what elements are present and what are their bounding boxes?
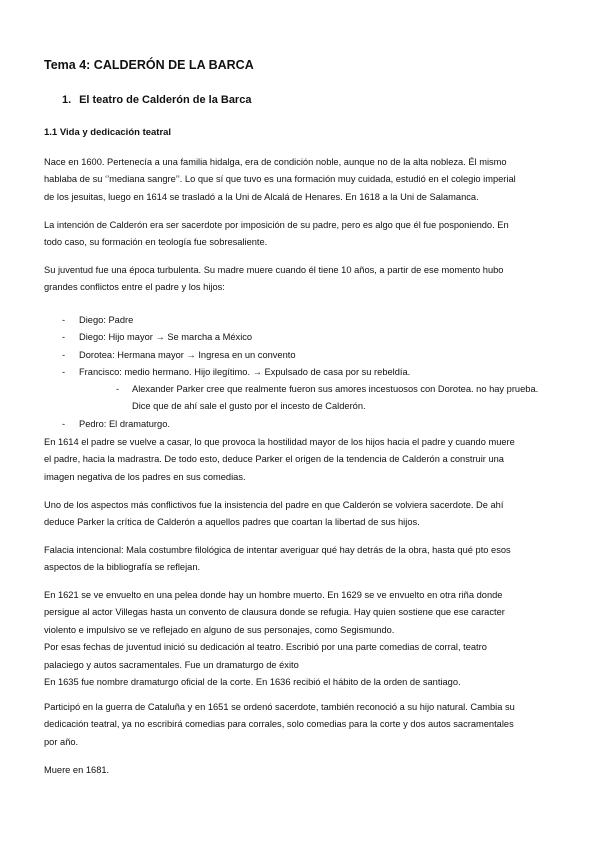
text-line: Su juventud fue una época turbulenta. Su madre muere cuando él tiene 10 años, a partir de ese momento hubo bbox=[44, 265, 504, 275]
section-label: El teatro de Calderón de la Barca bbox=[79, 94, 252, 106]
text-line: Falacia intencional: Mala costumbre filológica de intentar averiguar qué hay detrás de la obra, hasta qué pto esos bbox=[44, 545, 511, 555]
text-line: En 1635 fue nombre dramaturgo oficial de la corte. En 1636 recibió el hábito de la orden de santiago. bbox=[44, 677, 461, 688]
paragraph-birth bbox=[44, 154, 564, 206]
text-line: Muere en 1681. bbox=[44, 765, 110, 775]
paragraph-priesthood bbox=[44, 217, 564, 252]
text-line: por año. bbox=[44, 736, 79, 747]
paragraph-career bbox=[44, 587, 564, 691]
text-line: hablaba de su ‘’mediana sangre’’. Lo que sí que tuvo es una formación muy cuidada, estudió en el colegio imperial bbox=[44, 174, 516, 185]
list-item-text: Dice que de ahí sale el gusto por el incesto de Calderón. bbox=[132, 401, 366, 412]
text-line: Por esas fechas de juventud inició su dedicación al teatro. Escribió por una parte comedias de corral, teatro bbox=[44, 642, 487, 653]
text-line: Uno de los aspectos más conflictivos fue la insistencia del padre en que Calderón se volviera sacerdote. De ahí bbox=[44, 500, 504, 510]
paragraph-death bbox=[44, 762, 564, 779]
list-item-text: Dorotea: Hermana mayor → Ingresa en un convento bbox=[79, 349, 296, 360]
text-line: Nace en 1600. Pertenecía a una familia hidalga, era de condición noble, aunque no de la alta nobleza. Él mismo bbox=[44, 157, 507, 167]
text-line: persigue al actor Villegas hasta un convento de clausura donde se refugia. Hay quien sostiene que ese caracter bbox=[44, 607, 505, 618]
text-line: En 1614 el padre se vuelve a casar, lo que provoca la hostilidad mayor de los hijos hacia el padre y cuando muere bbox=[44, 437, 515, 447]
section-number: 1. bbox=[62, 94, 72, 106]
text-line: todo caso, su formación en teología fue sobresaliente. bbox=[44, 237, 268, 248]
paragraph-fallacy bbox=[44, 542, 564, 577]
list-bullet: - bbox=[62, 349, 66, 360]
list-item-text: Alexander Parker cree que realmente fueron sus amores incestuosos con Dorotea. no hay prueba. bbox=[132, 384, 539, 395]
list-bullet: - bbox=[62, 366, 66, 377]
text-line: dedicación teatral, ya no escribirá comedias para corrales, solo comedias para la corte y dos autos sacramentales bbox=[44, 719, 514, 730]
paragraph-later-life bbox=[44, 699, 564, 751]
document-title: Tema 4: CALDERÓN DE LA BARCA bbox=[44, 58, 254, 72]
text-line: En 1621 se ve envuelto en una pelea donde hay un hombre muerto. En 1629 se ve envuelto en otra riña donde bbox=[44, 590, 503, 600]
list-bullet: - bbox=[116, 384, 120, 395]
text-line: violento e impulsivo se ve reflejado en alguno de sus personajes, como Segismundo. bbox=[44, 624, 395, 635]
section-heading bbox=[62, 94, 251, 106]
list-item-text: Francisco: medio hermano. Hijo ilegítimo. → Expulsado de casa por su rebeldía. bbox=[79, 366, 411, 377]
paragraph-youth bbox=[44, 262, 564, 297]
text-line: Participó en la guerra de Cataluña y en 1651 se ordenó sacerdote, también reconoció a su hijo natural. Cambia su bbox=[44, 702, 515, 712]
text-line: el padre, hacia la madrastra. De todo esto, deduce Parker el origen de la tendencia de Calderón a construir una bbox=[44, 454, 504, 465]
list-item-text: Pedro: El dramaturgo. bbox=[79, 418, 170, 429]
paragraph-remarriage bbox=[44, 434, 564, 486]
text-line: de los jesuitas, luego en 1614 se trasladó a la Uni de Alcalá de Henares. En 1618 a la Uni de Salamanca. bbox=[44, 191, 479, 202]
text-line: imagen negativa de los padres en sus comedias. bbox=[44, 471, 246, 482]
subsection-heading: 1.1 Vida y dedicación teatral bbox=[44, 127, 172, 138]
list-bullet: - bbox=[62, 418, 66, 429]
text-line: deduce Parker la crítica de Calderón a aquellos padres que coartan la libertad de sus hijos. bbox=[44, 517, 420, 528]
text-line: palaciego y autos sacramentales. Fue un dramaturgo de éxito bbox=[44, 659, 299, 670]
text-line: aspectos de la bibliografía se reflejan. bbox=[44, 562, 201, 573]
paragraph-conflict bbox=[44, 497, 564, 532]
list-bullet: - bbox=[62, 332, 66, 343]
text-line: La intención de Calderón era ser sacerdote por imposición de su padre, pero es algo que él fue posponiendo. En bbox=[44, 220, 509, 230]
list-item-text: Diego: Padre bbox=[79, 315, 134, 325]
list-bullet: - bbox=[62, 315, 66, 325]
list-item-text: Diego: Hijo mayor → Se marcha a México bbox=[79, 332, 253, 343]
text-line: grandes conflictos entre el padre y los hijos: bbox=[44, 282, 225, 293]
